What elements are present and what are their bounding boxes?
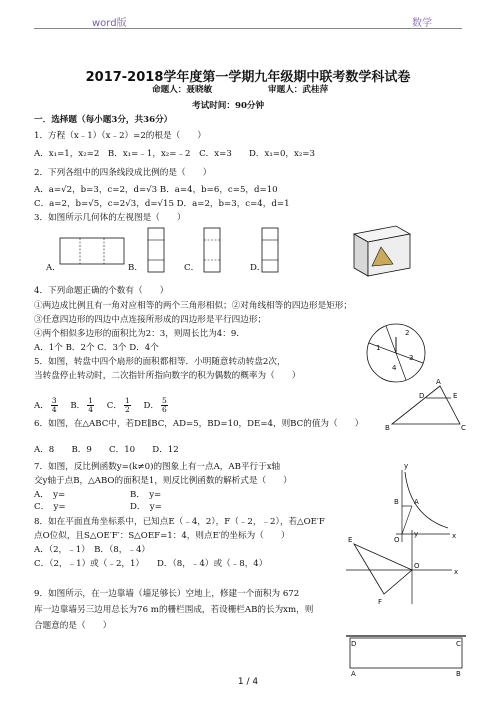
q3-label-a: A．	[46, 263, 61, 273]
tri-label-c: C	[461, 424, 466, 432]
q3-stem: 3．如图所示几何体的左视图是（ ）	[34, 213, 186, 223]
q7-option-a: A． y=	[34, 490, 66, 500]
coord-label-o: O	[414, 562, 420, 570]
q5-option-d-label: D．	[143, 401, 159, 411]
spinner-label-2: 2	[405, 329, 410, 337]
hyp-label-x: x	[452, 532, 457, 540]
coord-label-e: E	[348, 536, 353, 544]
fence-label-c: C	[456, 640, 461, 648]
q7-line2: 交y轴于点B，△ABO的面积是1，则反比例函数的解析式是（ ）	[34, 476, 292, 486]
hyp-label-y: y	[404, 462, 409, 470]
tri-label-e: E	[453, 392, 458, 400]
tri-label-d: D	[419, 392, 425, 400]
spinner-label-1: 1	[376, 344, 381, 352]
q8-line3: A．（2，﹣1） B．（8，﹣4）	[34, 545, 151, 555]
q7-option-b: B． y=	[130, 490, 162, 500]
q5-a-den: 4	[51, 405, 57, 414]
fence-label-b: B	[456, 670, 461, 678]
hyp-label-b: B	[394, 498, 399, 506]
q9-line2: 库一边靠墙另三边用总长为76 m的栅栏围成，若设栅栏AB的长为xm，则	[34, 605, 314, 615]
q4-line3: ④两个相似多边形的面积比为2：3，则周长比为4：9．	[34, 329, 245, 339]
fence-label-a: A	[351, 670, 356, 678]
q7-option-d: D． y=	[130, 502, 162, 512]
q5-d-den: 6	[161, 405, 167, 414]
q3-label-d: D．	[250, 263, 266, 273]
page-number: 1 / 4	[237, 677, 259, 687]
q4-options: A．1个 B．2个 C．3个 D．4个	[34, 343, 159, 353]
coord-label-x: x	[454, 568, 459, 576]
spinner-label-3: 3	[409, 354, 414, 362]
q2-row1: A．a=√2，b=3，c=2，d=√3 B．a=4，b=6，c=5，d=10	[34, 185, 278, 195]
tri-label-a: A	[436, 378, 441, 386]
header-left: word版	[92, 18, 127, 29]
coord-label-f: F	[378, 598, 383, 606]
q9-line1: 9．如图所示，在一边靠墙（墙足够长）空地上，修建一个面积为 672	[34, 589, 300, 599]
q6-stem: 6．如图，在△ABC中，若DE∥BC，AD=5，BD=10，DE=4，则BC的值为（ ）	[34, 419, 364, 429]
q5-option-b-label: B．	[70, 401, 86, 411]
tri-label-b: B	[385, 424, 390, 432]
author: 命题人：聂晓敏	[152, 85, 213, 95]
q5-c-den: 2	[124, 405, 130, 414]
q4-stem: 4．下列命题正确的个数有（ ）	[34, 286, 169, 296]
reviewer: 审题人：武桂萍	[268, 85, 329, 95]
header-right: 数学	[412, 18, 432, 29]
q3-label-b: B．	[128, 263, 143, 273]
q2-stem: 2．下列各组中的四条线段成比例的是（ ）	[34, 168, 212, 178]
q5-d-num: 5	[161, 396, 167, 405]
q5-option-c-label: C．	[106, 401, 122, 411]
q7-option-c: C． y=	[34, 502, 66, 512]
q5-line1: 5．如图，转盘中四个扇形的面积都相等．小明随意转动转盘2次，	[34, 357, 286, 367]
q1-options: A．x₁=1，x₂=2 B．x₁=﹣1，x₂=﹣2 C．x=3 D．x₁=0，x₂=3	[34, 149, 315, 159]
q2-row2: C．a=2，b=√5，c=2√3，d=√15 D．a=2，b=3，c=4，d=1	[34, 199, 290, 209]
q5-line2: 当转盘停止转动时，二次指针所指向数字的积为偶数的概率为（ ）	[34, 371, 301, 381]
q8-line2: 点O位似，且S△OE′F′：S△OEF=1：4，则点E′的坐标为（ ）	[34, 531, 290, 541]
spinner-label-4: 4	[392, 364, 397, 372]
q5-option-a-label: A．	[34, 401, 49, 411]
hyp-label-a: A	[414, 498, 419, 506]
q1-stem: 1．方程（x﹣1）（x﹣2）=2的根是（ ）	[34, 131, 206, 141]
q6-options: A．8 B．9 C．10 D．12	[34, 445, 179, 455]
q8-line4: C．（2，﹣1）或（﹣2，1） D．（8，﹣4）或（﹣8，4）	[34, 559, 268, 569]
exam-time: 考试时间：90分钟	[192, 101, 265, 111]
q8-line1: 8．如在平面直角坐标系中，已知点E（﹣4，2），F（﹣2，﹣2），若△OE′F	[34, 517, 325, 527]
coord-label-y: y	[414, 530, 419, 538]
q7-line1: 7．如图，反比例函数y=(k≠0)的图象上有一点A，AB平行于x轴	[34, 462, 281, 472]
q5-b-den: 4	[88, 405, 94, 414]
hyp-label-o: O	[394, 536, 400, 544]
q5-c-num: 1	[124, 396, 130, 405]
q9-line3: 合题意的是（ ）	[34, 621, 112, 631]
page-title: 2017-2018学年度第一学期九年级期中联考数学科试卷	[85, 70, 411, 85]
fence-label-d: D	[351, 640, 357, 648]
q5-a-num: 3	[51, 396, 57, 405]
q4-line2: ③任意四边形的四边中点连接所形成的四边形是平行四边形；	[34, 315, 267, 325]
q5-b-num: 1	[88, 396, 94, 405]
q4-line1: ①两边成比例且有一角对应相等的两个三角形相似；②对角线相等的四边形是矩形；	[34, 301, 352, 311]
section-heading: 一．选择题（每小题3分，共36分）	[34, 115, 173, 125]
q3-label-c: C．	[184, 263, 200, 273]
